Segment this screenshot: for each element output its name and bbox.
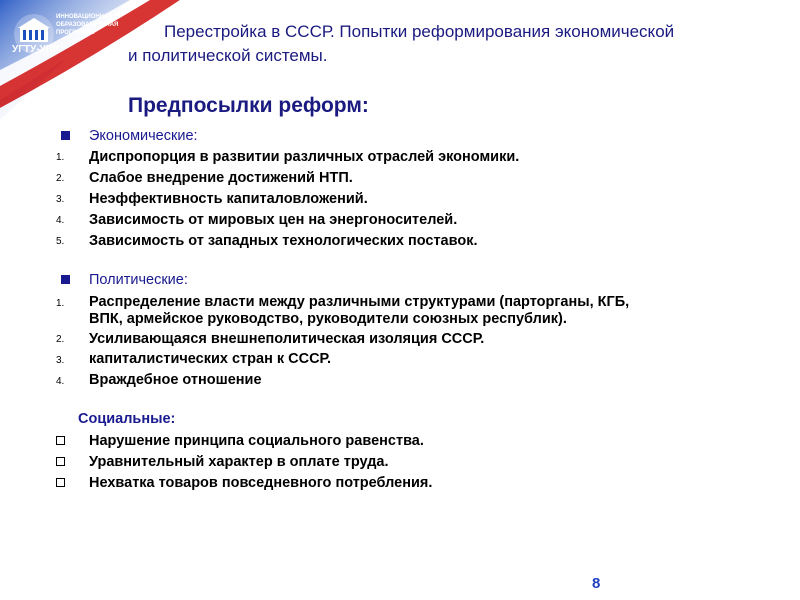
political-item: Враждебное отношение	[89, 372, 262, 388]
political-item: Распределение власти между различными структурами (парторганы, КГБ,	[89, 294, 630, 310]
subtitle: Предпосылки реформ:	[128, 94, 369, 117]
slide-title	[128, 20, 778, 68]
economic-item: Слабое внедрение достижений НТП.	[89, 170, 353, 186]
political-item-num: 1.	[56, 298, 65, 309]
political-heading: Политические:	[89, 272, 188, 288]
page-number: 8	[592, 575, 601, 592]
political-item: капиталистических стран к СССР.	[89, 351, 332, 367]
political-bullet-icon	[61, 275, 70, 284]
economic-heading: Экономические:	[89, 128, 198, 144]
social-heading: Социальные:	[78, 411, 176, 427]
social-bullet-icon	[56, 457, 65, 466]
title-line-1: Перестройка в СССР. Попытки реформирования экономической	[164, 22, 675, 41]
economic-item-num: 2.	[56, 173, 65, 184]
logo-line-3: ПРОГРАММА	[56, 30, 95, 36]
logo-line-2: ОБРАЗОВАТЕЛЬНАЯ	[56, 22, 118, 28]
economic-item-num: 5.	[56, 236, 65, 247]
economic-item-num: 1.	[56, 152, 65, 163]
political-item-cont: ВПК, армейское руководство, руководители союзных республик).	[89, 311, 567, 327]
social-item: Уравнительный характер в оплате труда.	[89, 454, 389, 470]
political-item-num: 2.	[56, 334, 65, 345]
title-line-2: и политической системы.	[128, 46, 328, 65]
economic-item-num: 3.	[56, 194, 65, 205]
economic-item: Зависимость от западных технологических поставок.	[89, 233, 478, 249]
political-item-num: 4.	[56, 376, 65, 387]
economic-bullet-icon	[61, 131, 70, 140]
social-item: Нехватка товаров повседневного потребления.	[89, 475, 433, 491]
political-item-num: 3.	[56, 355, 65, 366]
economic-item-num: 4.	[56, 215, 65, 226]
social-bullet-icon	[56, 436, 65, 445]
social-item: Нарушение принципа социального равенства.	[89, 433, 424, 449]
economic-item: Зависимость от мировых цен на энергоносителей.	[89, 212, 458, 228]
economic-item: Диспропорция в развитии различных отраслей экономики.	[89, 149, 520, 165]
economic-item: Неэффективность капиталовложений.	[89, 191, 368, 207]
logo-line-4: УГТУ-УПИ	[12, 44, 61, 55]
logo-line-1: ИННОВАЦИОННАЯ	[56, 14, 113, 20]
social-bullet-icon	[56, 478, 65, 487]
university-logo	[10, 6, 118, 64]
political-item: Усиливающаяся внешнеполитическая изоляция СССР.	[89, 331, 485, 347]
